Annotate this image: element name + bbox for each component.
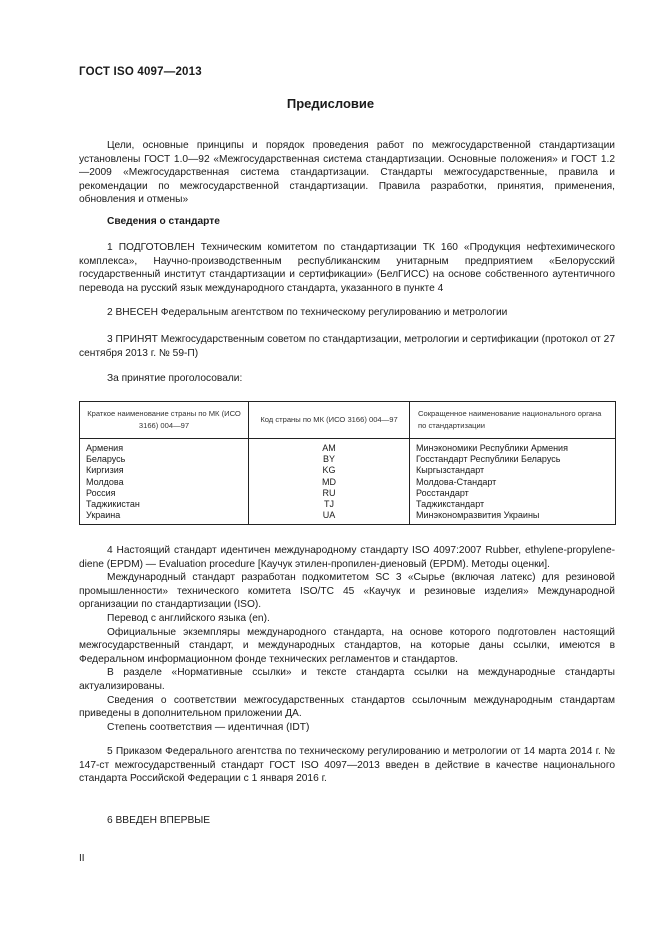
- item-2-paragraph: [79, 306, 615, 320]
- code-cell: RU: [249, 488, 410, 499]
- body-cell: Росстандарт: [410, 488, 616, 499]
- voted-text: За принятие проголосовали:: [107, 373, 243, 384]
- table-row: [80, 439, 616, 455]
- item-4-translation-text: Перевод с английского языка (en).: [107, 612, 270, 624]
- item-6-text: 6 ВВЕДЕН ВПЕРВЫЕ: [107, 815, 211, 826]
- body-cell: Кыргызстандарт: [410, 465, 616, 476]
- page-title: Предисловие: [286, 96, 375, 111]
- intro-paragraph: [79, 139, 615, 207]
- item-4-official-copies-text: Официальные экземпляры международного стандарта, на основе которого подготовлен настоящий межгосударственный стандарт, и международных стандартов, на которые даны ссылки, имеются в Федеральном информационном фонде технических регламентов и стандартов.: [79, 626, 615, 665]
- country-cell: Беларусь: [80, 454, 249, 465]
- item-4-section: [79, 544, 615, 734]
- table-row: [80, 477, 616, 488]
- body-cell: Госстандарт Республики Беларусь: [410, 454, 616, 465]
- table-header-body: Сокращенное наименование национального органа по стандартизации: [410, 402, 616, 439]
- body-cell: Минэкономики Республики Армения: [410, 439, 616, 455]
- country-cell: Армения: [80, 439, 249, 455]
- code-cell: AM: [249, 439, 410, 455]
- item-5-paragraph: [79, 745, 615, 786]
- table-header-row: [80, 402, 616, 439]
- page-number: II: [79, 853, 85, 864]
- item-4-references-text: В разделе «Нормативные ссылки» и тексте стандарта ссылки на международные стандарты актуализированы.: [79, 667, 615, 692]
- table-header-code: Код страны по МК (ИСО 3166) 004—97: [249, 402, 410, 439]
- standard-info-heading: [79, 215, 615, 229]
- item-4-text: 4 Настоящий стандарт идентичен международному стандарту ISO 4097:2007 Rubber, ethylene-propylene-diene (EPDM) — Evaluation procedure [Каучук этилен-пропилен-диеновый (EPDM). Методы оценки].: [79, 545, 615, 570]
- item-4-annex-text: Сведения о соответствии межгосударственных стандартов ссылочным международным стандартам приведены в дополнительном приложении ДА.: [79, 694, 615, 720]
- table-row: [80, 510, 616, 525]
- item-4-origin-text: Международный стандарт разработан подкомитетом SC 3 «Сырье (включая латекс) для резиновой промышленности» технического комитета ISO/TC 45 «Каучук и резиновые изделия» Международной организации по стандартизации (ISO).: [79, 572, 615, 611]
- table-row: [80, 454, 616, 465]
- country-cell: Украина: [80, 510, 249, 525]
- item-3-paragraph: [79, 333, 615, 360]
- intro-text: Цели, основные принципы и порядок проведения работ по межгосударственной стандартизации установлены ГОСТ 1.0—92 «Межгосударственная система стандартизации. Основные положения» и ГОСТ 1.2—2009 «Межгосударственная система стандартизации. Стандарты межгосударственные, правила и рекомендации по межгосударственной стандартизации. Правила разработки, принятия, применения, обновления и отмены»: [79, 140, 615, 206]
- item-6-paragraph: [79, 814, 615, 828]
- country-cell: Россия: [80, 488, 249, 499]
- table-header-country: Краткое наименование страны по МК (ИСО 3166) 004—97: [80, 402, 249, 439]
- table-row: [80, 499, 616, 510]
- country-cell: Таджикистан: [80, 499, 249, 510]
- code-cell: UA: [249, 510, 410, 525]
- item-3-text: 3 ПРИНЯТ Межгосударственным советом по стандартизации, метрологии и сертификации (протокол от 27 сентября 2013 г. № 59-П): [79, 334, 615, 359]
- code-cell: TJ: [249, 499, 410, 510]
- item-2-text: 2 ВНЕСЕН Федеральным агентством по техническому регулированию и метрологии: [107, 307, 508, 318]
- body-cell: Таджикстандарт: [410, 499, 616, 510]
- table-row: [80, 488, 616, 499]
- voting-table: [79, 401, 616, 525]
- item-1-text: 1 ПОДГОТОВЛЕН Техническим комитетом по стандартизации ТК 160 «Продукция нефтехимического комплекса», Научно-производственным республиканским унитарным предприятием «Белорусский государственный институт стандартизации и сертификации» (БелГИСС) на основе собственного аутентичного перевода на русский язык международного стандарта, указанного в пункте 4: [79, 242, 615, 294]
- body-cell: Минэкономразвития Украины: [410, 510, 616, 525]
- code-cell: KG: [249, 465, 410, 476]
- item-4-degree-text: Степень соответствия — идентичная (IDT): [107, 721, 310, 733]
- country-cell: Киргизия: [80, 465, 249, 476]
- code-cell: BY: [249, 454, 410, 465]
- body-cell: Молдова-Стандарт: [410, 477, 616, 488]
- table-row: [80, 465, 616, 476]
- item-1-paragraph: [79, 241, 615, 295]
- item-5-text: 5 Приказом Федерального агентства по техническому регулированию и метрологии от 14 марта 2014 г. № 147-ст межгосударственный стандарт ГОСТ ISO 4097—2013 введен в действие в качестве национального стандарта Российской Федерации с 1 января 2016 г.: [79, 746, 615, 785]
- code-cell: MD: [249, 477, 410, 488]
- voted-label: [79, 372, 615, 386]
- subheading-text: Сведения о стандарте: [107, 216, 220, 227]
- country-cell: Молдова: [80, 477, 249, 488]
- document-header: ГОСТ ISO 4097—2013: [79, 66, 202, 78]
